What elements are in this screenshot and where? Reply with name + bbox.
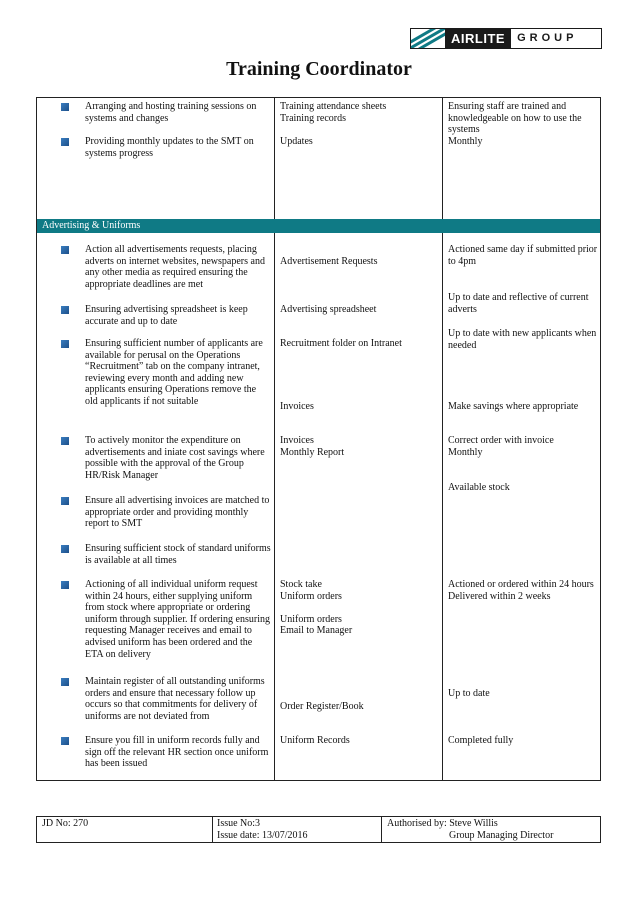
task-text: Arranging and hosting training sessions on systems and changes (85, 101, 257, 124)
page-title: Training Coordinator (226, 58, 412, 80)
document-footer (36, 816, 601, 843)
bullet-icon (61, 581, 69, 589)
footer-issue-date: Issue date: 13/07/2016 (217, 830, 308, 841)
measure-text: Recruitment folder on Intranet (280, 338, 402, 349)
standard-text: Monthly (448, 136, 483, 147)
standard-text: Actioned same day if submitted prior to 4pm (448, 244, 598, 267)
measure-text: Uniform Records (280, 735, 350, 746)
footer-authorised-by: Authorised by: Steve Willis (387, 818, 498, 829)
measure-text: Advertising spreadsheet (280, 304, 377, 315)
standard-text: Up to date and reflective of current adverts (448, 292, 589, 315)
bullet-icon (61, 246, 69, 254)
footer-jd-number: JD No: 270 (42, 818, 89, 829)
duties-table (36, 97, 601, 781)
task-text: To actively monitor the expenditure on advertisements and iniate cost savings where possible with the approval of the Group HR/Risk Manager (85, 435, 265, 481)
bullet-icon (61, 103, 69, 111)
logo-name: AIRLITE (445, 29, 511, 48)
bullet-icon (61, 306, 69, 314)
bullet-icon (61, 678, 69, 686)
task-text: Ensuring sufficient stock of standard uniforms is available at all times (85, 543, 271, 566)
standard-text: Correct order with invoice Monthly (448, 435, 554, 458)
bullet-icon (61, 437, 69, 445)
footer-role: Group Managing Director (449, 830, 554, 841)
bullet-icon (61, 340, 69, 348)
task-text: Ensuring sufficient number of applicants are available for perusal on the Operations “Recruitment” tab on the company intranet, reviewing every month and adding new applicants ensuring Operations remove the old applicants if not suitable (85, 338, 263, 407)
task-text: Ensure you fill in uniform records fully and sign off the relevant HR section once uniform has been issued (85, 735, 269, 770)
measure-text: Invoices (280, 401, 314, 412)
task-text: Action all advertisements requests, placing adverts on internet websites, newspapers and any other media as required ensuring the appropriate deadlines are met (85, 244, 265, 290)
standard-text: Available stock (448, 482, 510, 493)
logo-group: GROUP (517, 32, 578, 44)
company-logo (410, 28, 602, 49)
task-text: Maintain register of all outstanding uniforms orders and ensure that necessary follow up occurs so that commitments for delivery of uniforms are not deviated from (85, 676, 265, 722)
standard-text: Up to date with new applicants when needed (448, 328, 597, 351)
section-header: Advertising & Uniforms (37, 219, 600, 233)
task-text: Ensuring advertising spreadsheet is keep accurate and up to date (85, 304, 248, 327)
task-text: Actioning of all individual uniform request within 24 hours, either supplying uniform from stock where appropriate or ordering uniform through supplier. If ordering ensuring requesting Manager receives and email to advised uniform has been ordered and the ETA on delivery (85, 579, 270, 660)
measure-text: Order Register/Book (280, 701, 364, 712)
measure-text: Invoices Monthly Report (280, 435, 345, 458)
measure-text: Training attendance sheets Training records (280, 101, 387, 124)
standard-text: Up to date (448, 688, 490, 699)
measure-text: Advertisement Requests (280, 256, 378, 267)
logo-mark-icon (411, 29, 445, 48)
standard-text: Completed fully (448, 735, 514, 746)
standard-text: Actioned or ordered within 24 hours Delivered within 2 weeks (448, 579, 594, 602)
task-text: Providing monthly updates to the SMT on systems progress (85, 136, 254, 159)
standard-text: Make savings where appropriate (448, 401, 579, 412)
task-text: Ensure all advertising invoices are matched to appropriate order and providing monthly report to SMT (85, 495, 270, 530)
bullet-icon (61, 545, 69, 553)
bullet-icon (61, 138, 69, 146)
footer-issue-number: Issue No:3 (217, 818, 261, 829)
bullet-icon (61, 497, 69, 505)
measure-text: Stock take Uniform orders Uniform orders Email to Manager (280, 579, 353, 637)
measure-text: Updates (280, 136, 313, 147)
standard-text: Ensuring staff are trained and knowledgeable on how to use the systems (448, 101, 582, 136)
bullet-icon (61, 737, 69, 745)
